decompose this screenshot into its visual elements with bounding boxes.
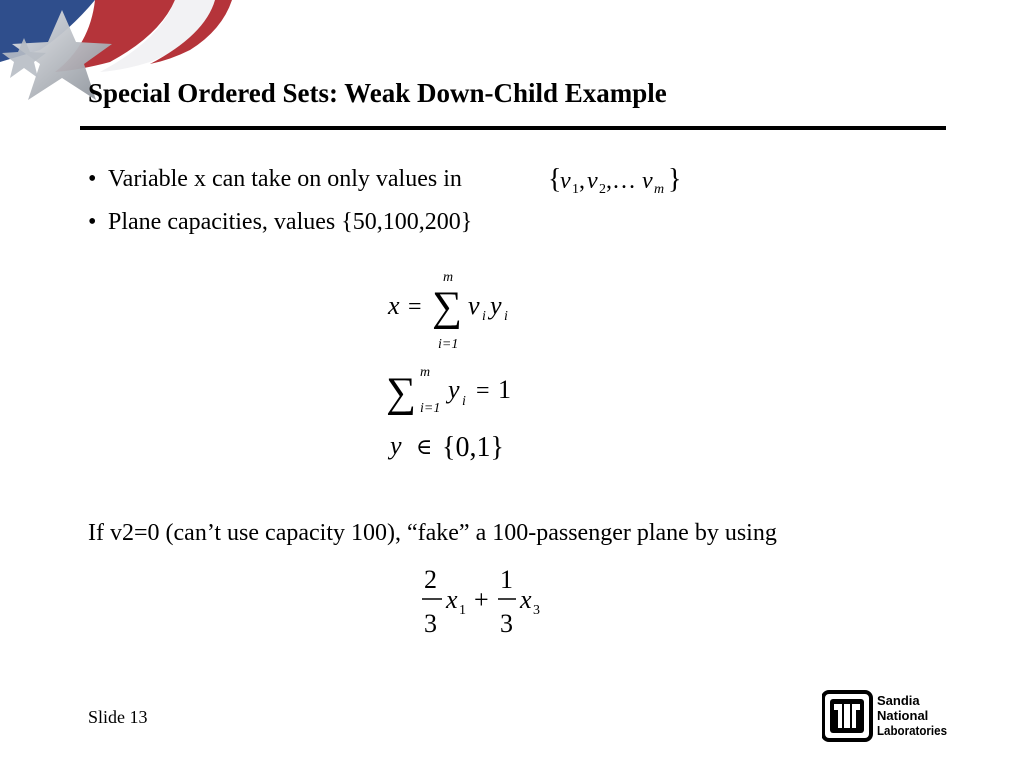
title-underline — [80, 126, 946, 130]
eq1-v: v — [468, 291, 480, 320]
frac2-var-sub: 3 — [533, 603, 540, 618]
set-vm: v — [642, 168, 653, 194]
bullet-text: Variable x can take on only values in — [108, 166, 462, 192]
eq3-element-of: ∈ — [416, 434, 433, 459]
frac1-denominator: 3 — [424, 609, 437, 638]
frac2-var: x — [520, 585, 532, 614]
bullet-plane-capacities — [88, 209, 472, 236]
eq1-v-sub: i — [482, 309, 486, 324]
eq1-sum-upper: m — [443, 270, 454, 285]
sandia-logo — [822, 690, 948, 742]
frac2-numerator: 1 — [500, 565, 513, 594]
eq2-y: y — [448, 375, 460, 404]
set-comma1: , — [579, 168, 585, 194]
set-v2: v — [587, 168, 598, 194]
eq2-sum-sign: ∑ — [386, 370, 416, 416]
frac2-denominator: 3 — [500, 609, 513, 638]
set-sub1: 1 — [572, 182, 579, 197]
set-subm: m — [654, 182, 665, 197]
slide-number: Slide 13 — [88, 707, 148, 727]
eq1-y-sub: i — [504, 309, 508, 324]
eq2-y-sub: i — [462, 394, 466, 409]
fake-plane-note: If v2=0 (can’t use capacity 100), “fake” a 100-passenger plane by using — [88, 520, 777, 546]
eq1-sum-sign: ∑ — [432, 284, 462, 330]
eq2-sum-upper: m — [420, 365, 431, 380]
bullet-text: Plane capacities, values {50,100,200} — [108, 209, 473, 235]
bullet-dot-icon: • — [88, 209, 97, 235]
frac1-numerator: 2 — [424, 565, 437, 594]
fake-plane-expression — [416, 562, 556, 640]
logo-line-1: Sandia — [877, 693, 920, 708]
eq2-rhs: 1 — [498, 375, 511, 404]
set-comma2: , — [606, 168, 612, 194]
set-close-brace: } — [668, 164, 682, 195]
logo-line-3: Laboratories — [877, 723, 947, 738]
frac1-var-sub: 1 — [459, 603, 466, 618]
slide-title: Special Ordered Sets: Weak Down-Child Example — [88, 78, 667, 108]
eq1-lhs: x — [388, 291, 400, 320]
set-sub2: 2 — [599, 182, 606, 197]
eq1-sum-lower: i=1 — [438, 337, 459, 352]
eq1-y: y — [490, 291, 502, 320]
set-v1: v — [560, 168, 571, 194]
bullet-dot-icon: • — [88, 166, 97, 192]
equation-y-binary — [386, 426, 516, 468]
logo-line-2: National — [877, 708, 929, 723]
set-expression — [546, 162, 686, 200]
equation-sum-y — [386, 362, 526, 420]
frac1-var: x — [446, 585, 458, 614]
eq3-y: y — [390, 431, 402, 460]
equation-x-sum — [386, 268, 526, 356]
bullet-variable-values — [88, 166, 462, 193]
eq2-sum-lower: i=1 — [420, 401, 441, 416]
plus-sign: + — [474, 585, 489, 614]
eq1-equals: = — [408, 294, 422, 320]
set-open-brace: { — [548, 164, 562, 195]
eq3-rhs: {0,1} — [442, 432, 504, 463]
eq2-equals: = — [476, 378, 490, 404]
set-ellipsis: … — [612, 168, 636, 194]
